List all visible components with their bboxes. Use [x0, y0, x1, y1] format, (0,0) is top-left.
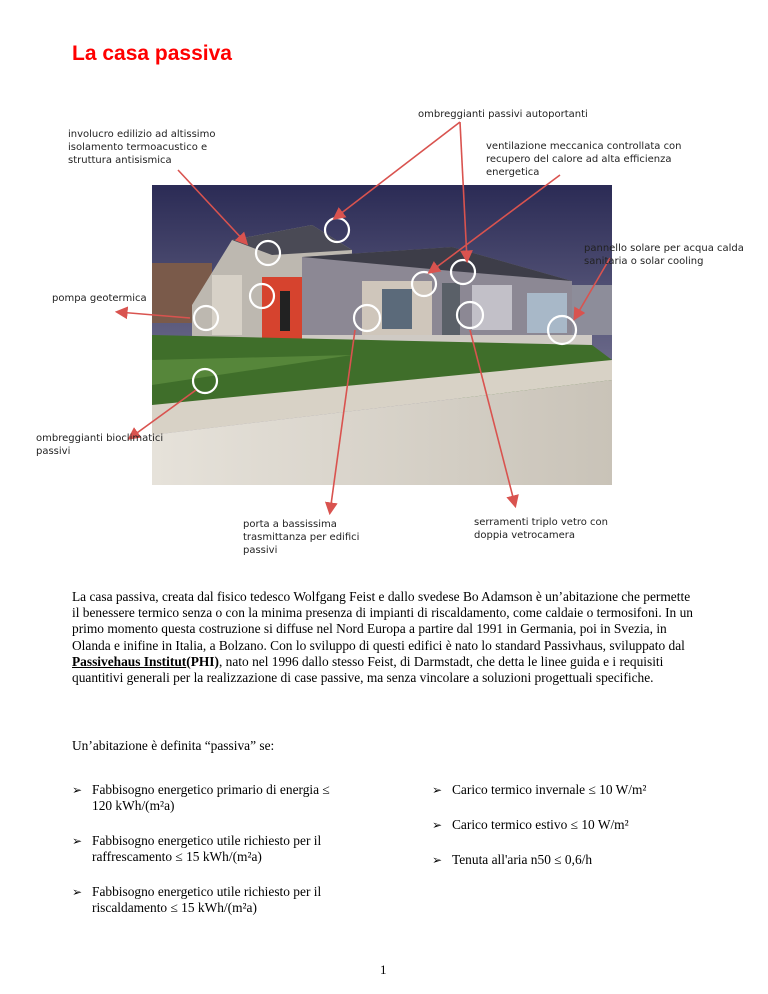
arrow-bullet-icon: ➢: [432, 853, 443, 867]
marker-circle: [194, 306, 218, 330]
label-pannello-solare: pannello solare per acqua calda sanitaria o solar cooling: [584, 243, 744, 267]
marker-circle: [354, 305, 380, 331]
arrow-pompa: [118, 312, 190, 318]
arrow-involucro: [178, 170, 246, 243]
marker-circle: [457, 302, 483, 328]
marker-circle: [256, 241, 280, 265]
arrow-ventilazione: [430, 175, 560, 272]
list-item: ➢ Tenuta all'aria n50 ≤ 0,6/h: [432, 852, 593, 867]
marker-circle: [412, 272, 436, 296]
marker-circle: [250, 284, 274, 308]
arrow-porta: [330, 330, 355, 512]
label-ombreggianti-autoportanti: ombreggianti passivi autoportanti: [418, 109, 588, 120]
requirements-list-right: [432, 782, 732, 887]
list-item: ➢ Fabbisogno energetico utile richiesto per il raffrescamento ≤ 15 kWh/(m²a): [72, 833, 322, 864]
marker-circle: [325, 218, 349, 242]
arrow-bullet-icon: ➢: [72, 885, 83, 899]
page-title: La casa passiva: [72, 42, 232, 65]
arrow-serramenti: [470, 330, 515, 505]
marker-circle: [451, 260, 475, 284]
marker-circle: [193, 369, 217, 393]
list-item: ➢ Fabbisogno energetico utile richiesto per il riscaldamento ≤ 15 kWh/(m²a): [72, 884, 322, 915]
label-ombreggianti-bioclimatici: ombreggianti bioclimatici passivi: [36, 433, 164, 457]
page-number: 1: [380, 962, 387, 977]
list-item: ➢ Fabbisogno energetico primario di energia ≤ 120 kWh/(m²a): [72, 782, 330, 813]
label-involucro: involucro edilizio ad altissimo isolamento termoacustico e struttura antisismica: [68, 129, 216, 166]
label-ventilazione: ventilazione meccanica controllata con recupero del calore ad alta efficienza energetica: [486, 141, 682, 178]
arrow-bullet-icon: ➢: [432, 818, 443, 832]
paragraph-text-2: , nato nel 1996 dallo stesso Feist, di Darmstadt, che detta le linee guida e i requisiti quantitivi generali per la realizzazione di case passive, ma senza vincolare a soluzioni progettuali specifiche.: [72, 653, 664, 686]
definition-intro: Un’abitazione è definita “passiva” se:: [72, 738, 275, 753]
intro-paragraph: [72, 589, 700, 686]
arrow-bullet-icon: ➢: [432, 783, 443, 797]
marker-circle: [548, 316, 576, 344]
paragraph-text-1: La casa passiva, creata dal fisico tedesco Wolfgang Feist e dallo svedese Bo Adamson è un’abitazione che permette il benessere termico senza o con la minima presenza di impianti di riscaldamento, come caldaie o termosifoni. In un primo momento questa costruzione si diffuse nel Nord Europa a partire dal 1991 in Germania, poi in Svezia, in Olanda e inifine in Italia, a Bolzano. Con lo sviluppo di questi edifici è nato lo standard Passivhaus, sviluppato dal: [72, 589, 693, 653]
phi-abbr: (PHI): [186, 653, 219, 669]
label-serramenti: serramenti triplo vetro con doppia vetrocamera: [474, 517, 609, 541]
arrow-ombreggianti-bio: [130, 390, 196, 438]
requirements-list-left: [72, 782, 332, 935]
arrow-ombreggianti-auto-1: [335, 122, 460, 218]
list-item: ➢ Carico termico invernale ≤ 10 W/m²: [432, 782, 647, 797]
arrow-bullet-icon: ➢: [72, 834, 83, 848]
list-item: ➢ Carico termico estivo ≤ 10 W/m²: [432, 817, 629, 832]
arrow-ombreggianti-auto-2: [460, 122, 467, 260]
label-porta: porta a bassissima trasmittanza per edifici passivi: [243, 519, 360, 556]
label-pompa-geotermica: pompa geotermica: [52, 293, 147, 304]
arrow-bullet-icon: ➢: [72, 783, 83, 797]
passivehaus-institut-link[interactable]: Passivehaus Institut: [72, 653, 187, 669]
